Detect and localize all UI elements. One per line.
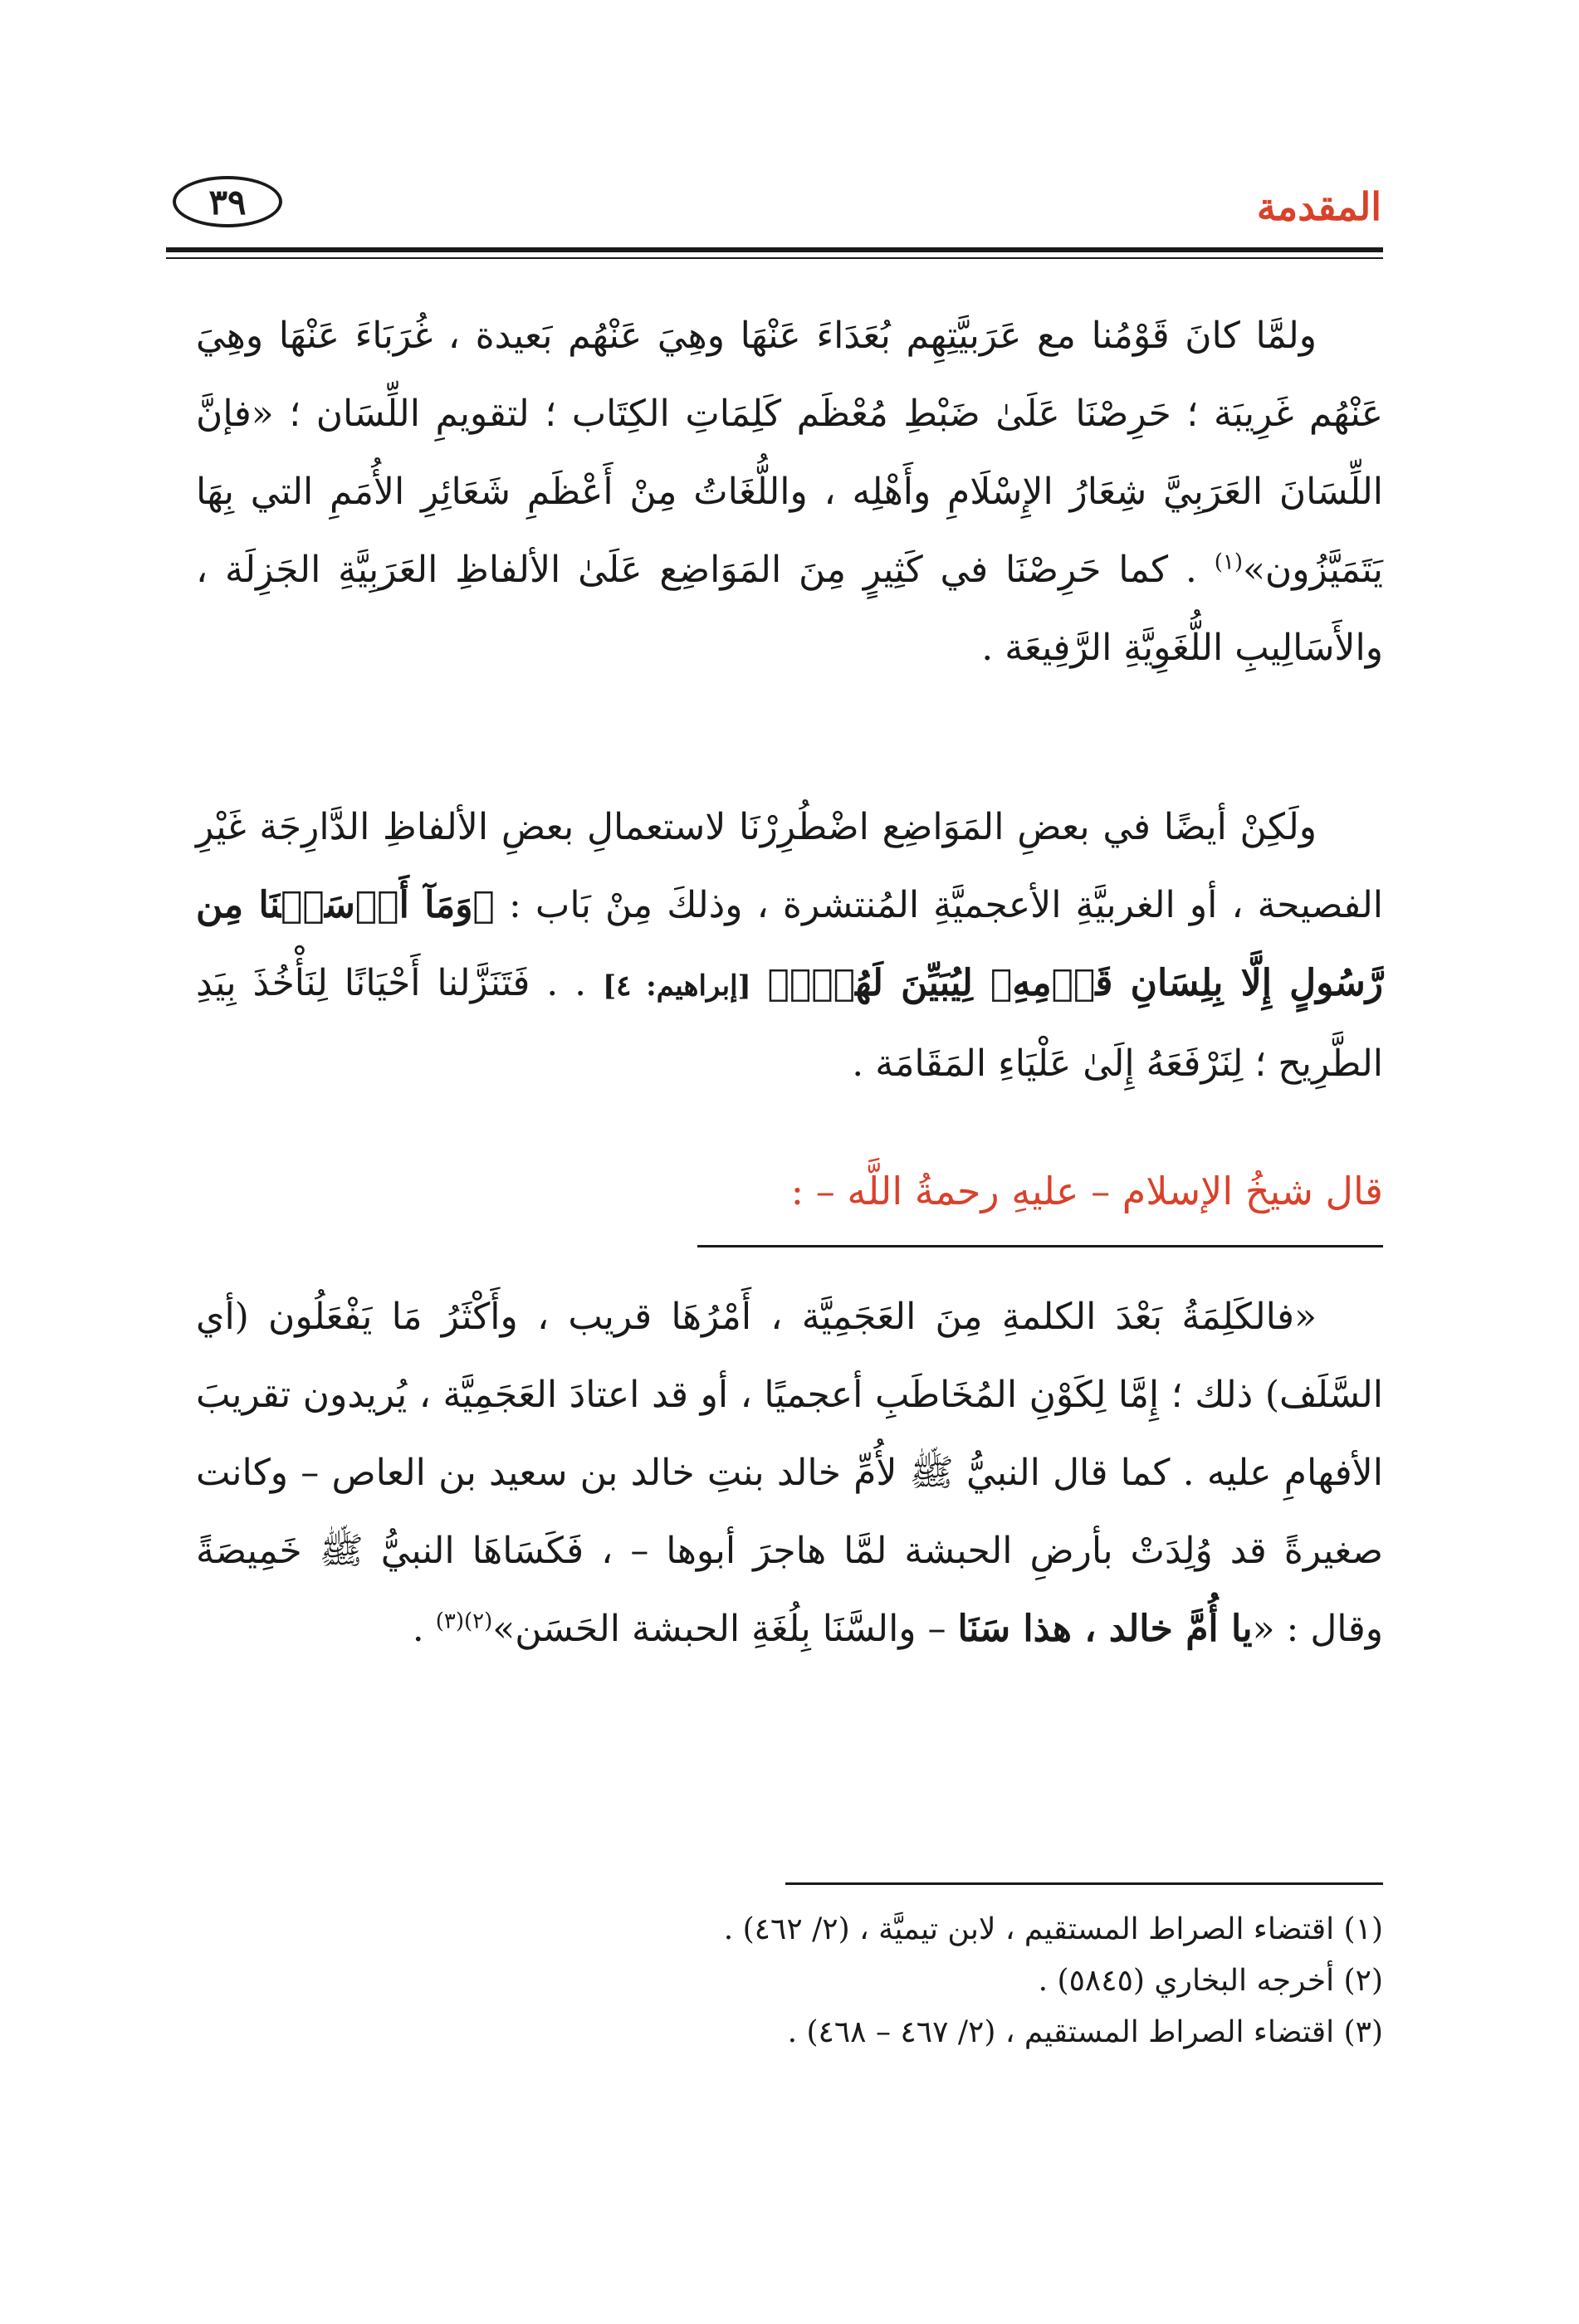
paragraph-2	[196, 788, 1383, 1103]
paragraph-3	[196, 1278, 1383, 1668]
paragraph-1-text-after: . كما حَرِصْنَا في كَثِيرٍ مِنَ المَوَاضِع عَلَىٰ الألفاظِ العَرَبِيَّةِ الجَزِلَة ، والأَسَالِيبِ اللُّغَوِيَّةِ الرَّفِيعَة .	[196, 549, 1383, 669]
header-rule-thin	[166, 257, 1383, 259]
paragraph-2-text: ولَكِنْ أيضًا في بعضِ المَوَاضِع اضْطُرِرْنَا لاستعمالِ بعضِ الألفاظِ الدَّارِجَة غَيْرِ الفصيحة ، أو الغربيَّةِ الأعجميَّةِ المُنتشرة ، وذلكَ مِنْ بَاب :	[196, 806, 1384, 926]
paragraph-1-text: ولمَّا كانَ قَوْمُنا مع عَرَبيَّتِهِم بُعَدَاءَ عَنْهَا وهِيَ عَنْهُم بَعيدة ، غُرَبَاءَ عَنْهَا وهِيَ عَنْهُم غَرِيبَة ؛ حَرِصْنَا عَلَىٰ ضَبْطِ مُعْظَم كَلِمَاتِ الكِتَاب ؛ لتقويمِ اللِّسَان ؛ «فإنَّ اللِّسَانَ العَرَبِيَّ شِعَارُ الإِسْلَامِ وأَهْلِه ، واللُّغَاتُ مِنْ أَعْظَمِ شَعَائِرِ الأُمَمِ التي بِهَا يَتَمَيَّزُون»	[196, 315, 1383, 591]
page-number-badge	[173, 176, 282, 227]
paragraph-3-text: «فالكَلِمَةُ بَعْدَ الكلمةِ مِنَ العَجَمِيَّة ، أَمْرُهَا قريب ، وأَكْثَرُ مَا يَفْعَلُون (أي السَّلَف) ذلك ؛ إِمَّا لِكَوْنِ المُخَاطَبِ أعجميًا ، أو قد اعتادَ العَجَمِيَّة ، يُريدون تقريبَ الأفهامِ عليه . كما قال النبيُّ ﷺ لأُمِّ خالد بنتِ خالد بن سعيد بن العاص – وكانت صغيرةً قد وُلِدَتْ بأرضِ الحبشة لمَّا هاجرَ أبوها – ، فَكَسَاهَا النبيُّ ﷺ خَمِيصَةً وقال : «	[196, 1296, 1383, 1650]
paragraph-3-end: .	[412, 1608, 436, 1650]
header-rule	[166, 247, 1383, 252]
section-heading-underline	[697, 1245, 1383, 1247]
verse-reference: [إبراهيم: ٤]	[603, 969, 751, 1003]
footnotes	[196, 1904, 1383, 2058]
paragraph-1	[196, 297, 1383, 687]
footnote-refs-2-3[interactable]: (٢)(٣)	[435, 1609, 493, 1634]
footnote-ref-1[interactable]: (١)	[1214, 549, 1243, 575]
running-header-title: المقدمة	[1256, 184, 1381, 229]
paragraph-3-text-after: – والسَّنَا بِلُغَةِ الحبشة الحَسَن»	[492, 1608, 958, 1650]
footnote-3: (٣) اقتضاء الصراط المستقيم ، (٢/ ٤٦٧ – ٤٦٨) .	[787, 2015, 1383, 2049]
hadith-quote: يا أُمَّ خالد ، هذا سَنَا	[957, 1608, 1253, 1650]
footnote-1: (١) اقتضاء الصراط المستقيم ، لابن تيميَّة ، (٢/ ٤٦٢) .	[723, 1912, 1383, 1946]
quran-verse: ﴿وَمَآ أَرۡسَلۡنَا مِن رَّسُولٍ إِلَّا بِلِسَانِ قَوۡمِهِۦ لِيُبَيِّنَ لَهُمۡۖ﴾	[196, 884, 1383, 1004]
paragraph-2-text-after: . . فَتَنَزَّلنا أَحْيَانًا لِنَأْخُذَ بِيَدِ الطَّرِيح ؛ لِنَرْفَعَهُ إِلَىٰ عَلْيَاءِ المَقَامَة .	[196, 962, 1383, 1085]
footnote-2: (٢) أخرجه البخاري (٥٨٤٥) .	[1038, 1964, 1383, 1998]
section-heading: قال شيخُ الإسلام – عليهِ رحمةُ اللَّه – :	[790, 1169, 1383, 1213]
page-number: ٣٩	[208, 181, 247, 222]
footnote-separator	[785, 1882, 1383, 1885]
